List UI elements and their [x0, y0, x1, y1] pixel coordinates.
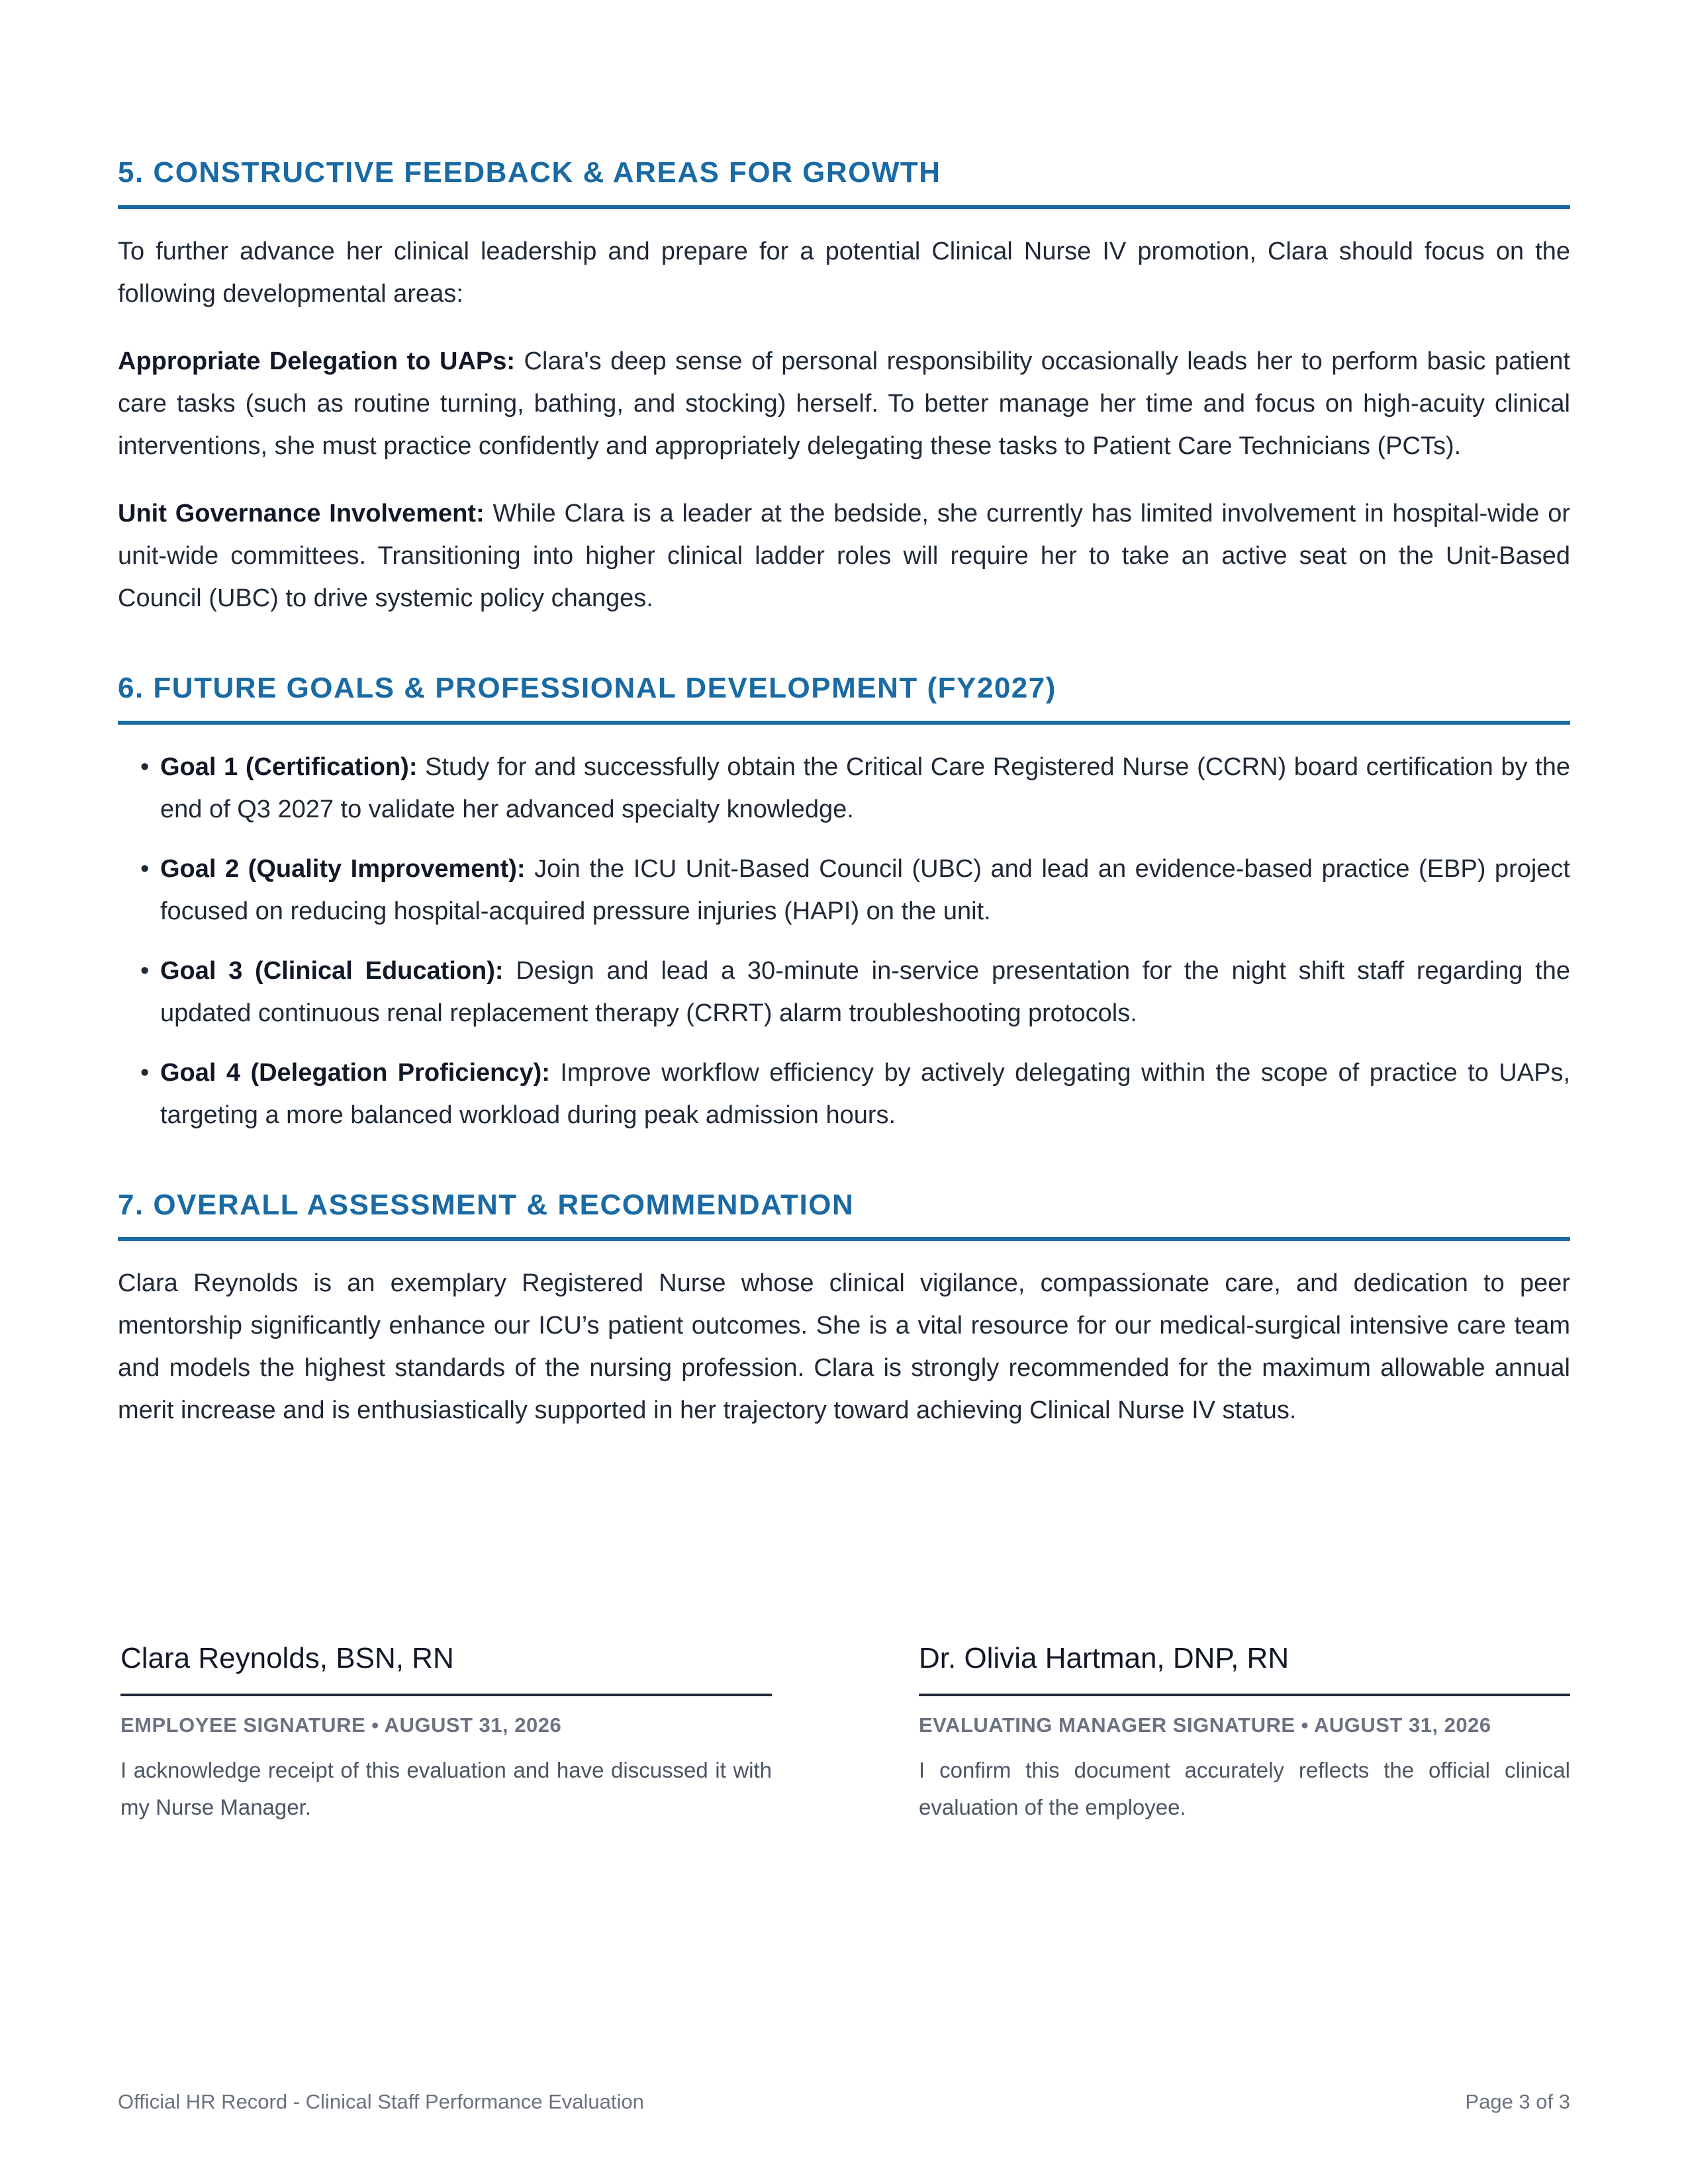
section-title: 6. FUTURE GOALS & PROFESSIONAL DEVELOPMENT (FY2027) — [118, 671, 1570, 725]
goal-label: Goal 3 (Clinical Education): — [160, 956, 504, 985]
bullet-icon: • — [140, 1058, 150, 1087]
bullet-icon: • — [140, 752, 150, 781]
section-intro: To further advance her clinical leadership and prepare for a potential Clinical Nurse IV promotion, Clara should focus on the following developmental areas: — [118, 237, 1570, 308]
section-title: 5. CONSTRUCTIVE FEEDBACK & AREAS FOR GROWTH — [118, 156, 1570, 209]
section-future-goals — [118, 671, 1570, 1136]
employee-signature-name: Clara Reynolds, BSN, RN — [120, 1641, 772, 1696]
goal-text: Join the ICU Unit-Based Council (UBC) and lead an evidence-based practice (EBP) project focused on reducing hospital-acquired pressure injuries (HAPI) on the unit. — [160, 854, 1570, 925]
page-footer — [118, 2090, 1570, 2114]
page-number: Page 3 of 3 — [1465, 2090, 1570, 2113]
goal-text: Improve workflow efficiency by actively delegating within the scope of practice to UAPs, targeting a more balanced workload during peak admission hours. — [160, 1058, 1570, 1129]
bullet-icon: • — [140, 854, 150, 883]
footer-record-label: Official HR Record - Clinical Staff Performance Evaluation — [118, 2090, 644, 2113]
employee-signature-note: I acknowledge receipt of this evaluation and have discussed it with my Nurse Manager. — [120, 1757, 772, 1819]
manager-signature-block — [919, 1641, 1570, 1826]
employee-signature-role: EMPLOYEE SIGNATURE • AUGUST 31, 2026 — [120, 1713, 562, 1737]
goal-item — [118, 746, 1570, 831]
manager-signature-role: EVALUATING MANAGER SIGNATURE • AUGUST 31, 2026 — [919, 1713, 1491, 1737]
goal-text: Design and lead a 30-minute in-service presentation for the night shift staff regarding the updated continuous renal replacement therapy (CRRT) alarm troubleshooting protocols. — [160, 956, 1570, 1027]
signature-area — [120, 1641, 1570, 1826]
feedback-item-text: Clara's deep sense of personal responsibility occasionally leads her to perform basic patient care tasks (such as routine turning, bathing, and stocking) herself. To better manage her time and focus on high-acuity clinical interventions, she must practice confidently and appropriately delegating these tasks to Patient Care Technicians (PCTs). — [118, 347, 1570, 460]
section-title: 7. OVERALL ASSESSMENT & RECOMMENDATION — [118, 1188, 1570, 1242]
bullet-icon: • — [140, 956, 150, 985]
goal-label: Goal 2 (Quality Improvement): — [160, 854, 526, 883]
section-overall-assessment — [118, 1188, 1570, 1432]
assessment-text: Clara Reynolds is an exemplary Registered Nurse whose clinical vigilance, compassionate care, and dedication to peer mentorship significantly enhance our ICU’s patient outcomes. She is a vital resource for our medical-surgical intensive care team and models the highest standards of the nursing profession. Clara is strongly recommended for the maximum allowable annual merit increase and is enthusiastically supported in her trajectory toward achieving Clinical Nurse IV status. — [118, 1269, 1570, 1425]
feedback-item-delegation — [118, 340, 1570, 467]
feedback-item-text: While Clara is a leader at the bedside, she currently has limited involvement in hospital-wide or unit-wide committees. Transitioning into higher clinical ladder roles will require her to take an active seat on the Unit-Based Council (UBC) to drive systemic policy changes. — [118, 499, 1571, 612]
feedback-item-governance — [118, 492, 1570, 619]
goal-item — [118, 1052, 1570, 1136]
manager-signature-name: Dr. Olivia Hartman, DNP, RN — [919, 1641, 1570, 1696]
goal-label: Goal 4 (Delegation Proficiency): — [160, 1058, 550, 1087]
goal-text: Study for and successfully obtain the Critical Care Registered Nurse (CCRN) board certification by the end of Q3 2027 to validate her advanced specialty knowledge. — [160, 752, 1570, 823]
goal-item — [118, 848, 1570, 933]
manager-signature-note: I confirm this document accurately reflects the official clinical evaluation of the employee. — [919, 1757, 1570, 1819]
feedback-item-label: Unit Governance Involvement: — [118, 499, 485, 527]
section-constructive-feedback — [118, 156, 1570, 619]
goals-list — [118, 746, 1570, 1136]
goal-label: Goal 1 (Certification): — [160, 752, 418, 781]
goal-item — [118, 950, 1570, 1034]
employee-signature-block — [120, 1641, 772, 1826]
feedback-item-label: Appropriate Delegation to UAPs: — [118, 347, 516, 375]
document-page — [118, 156, 1570, 1483]
